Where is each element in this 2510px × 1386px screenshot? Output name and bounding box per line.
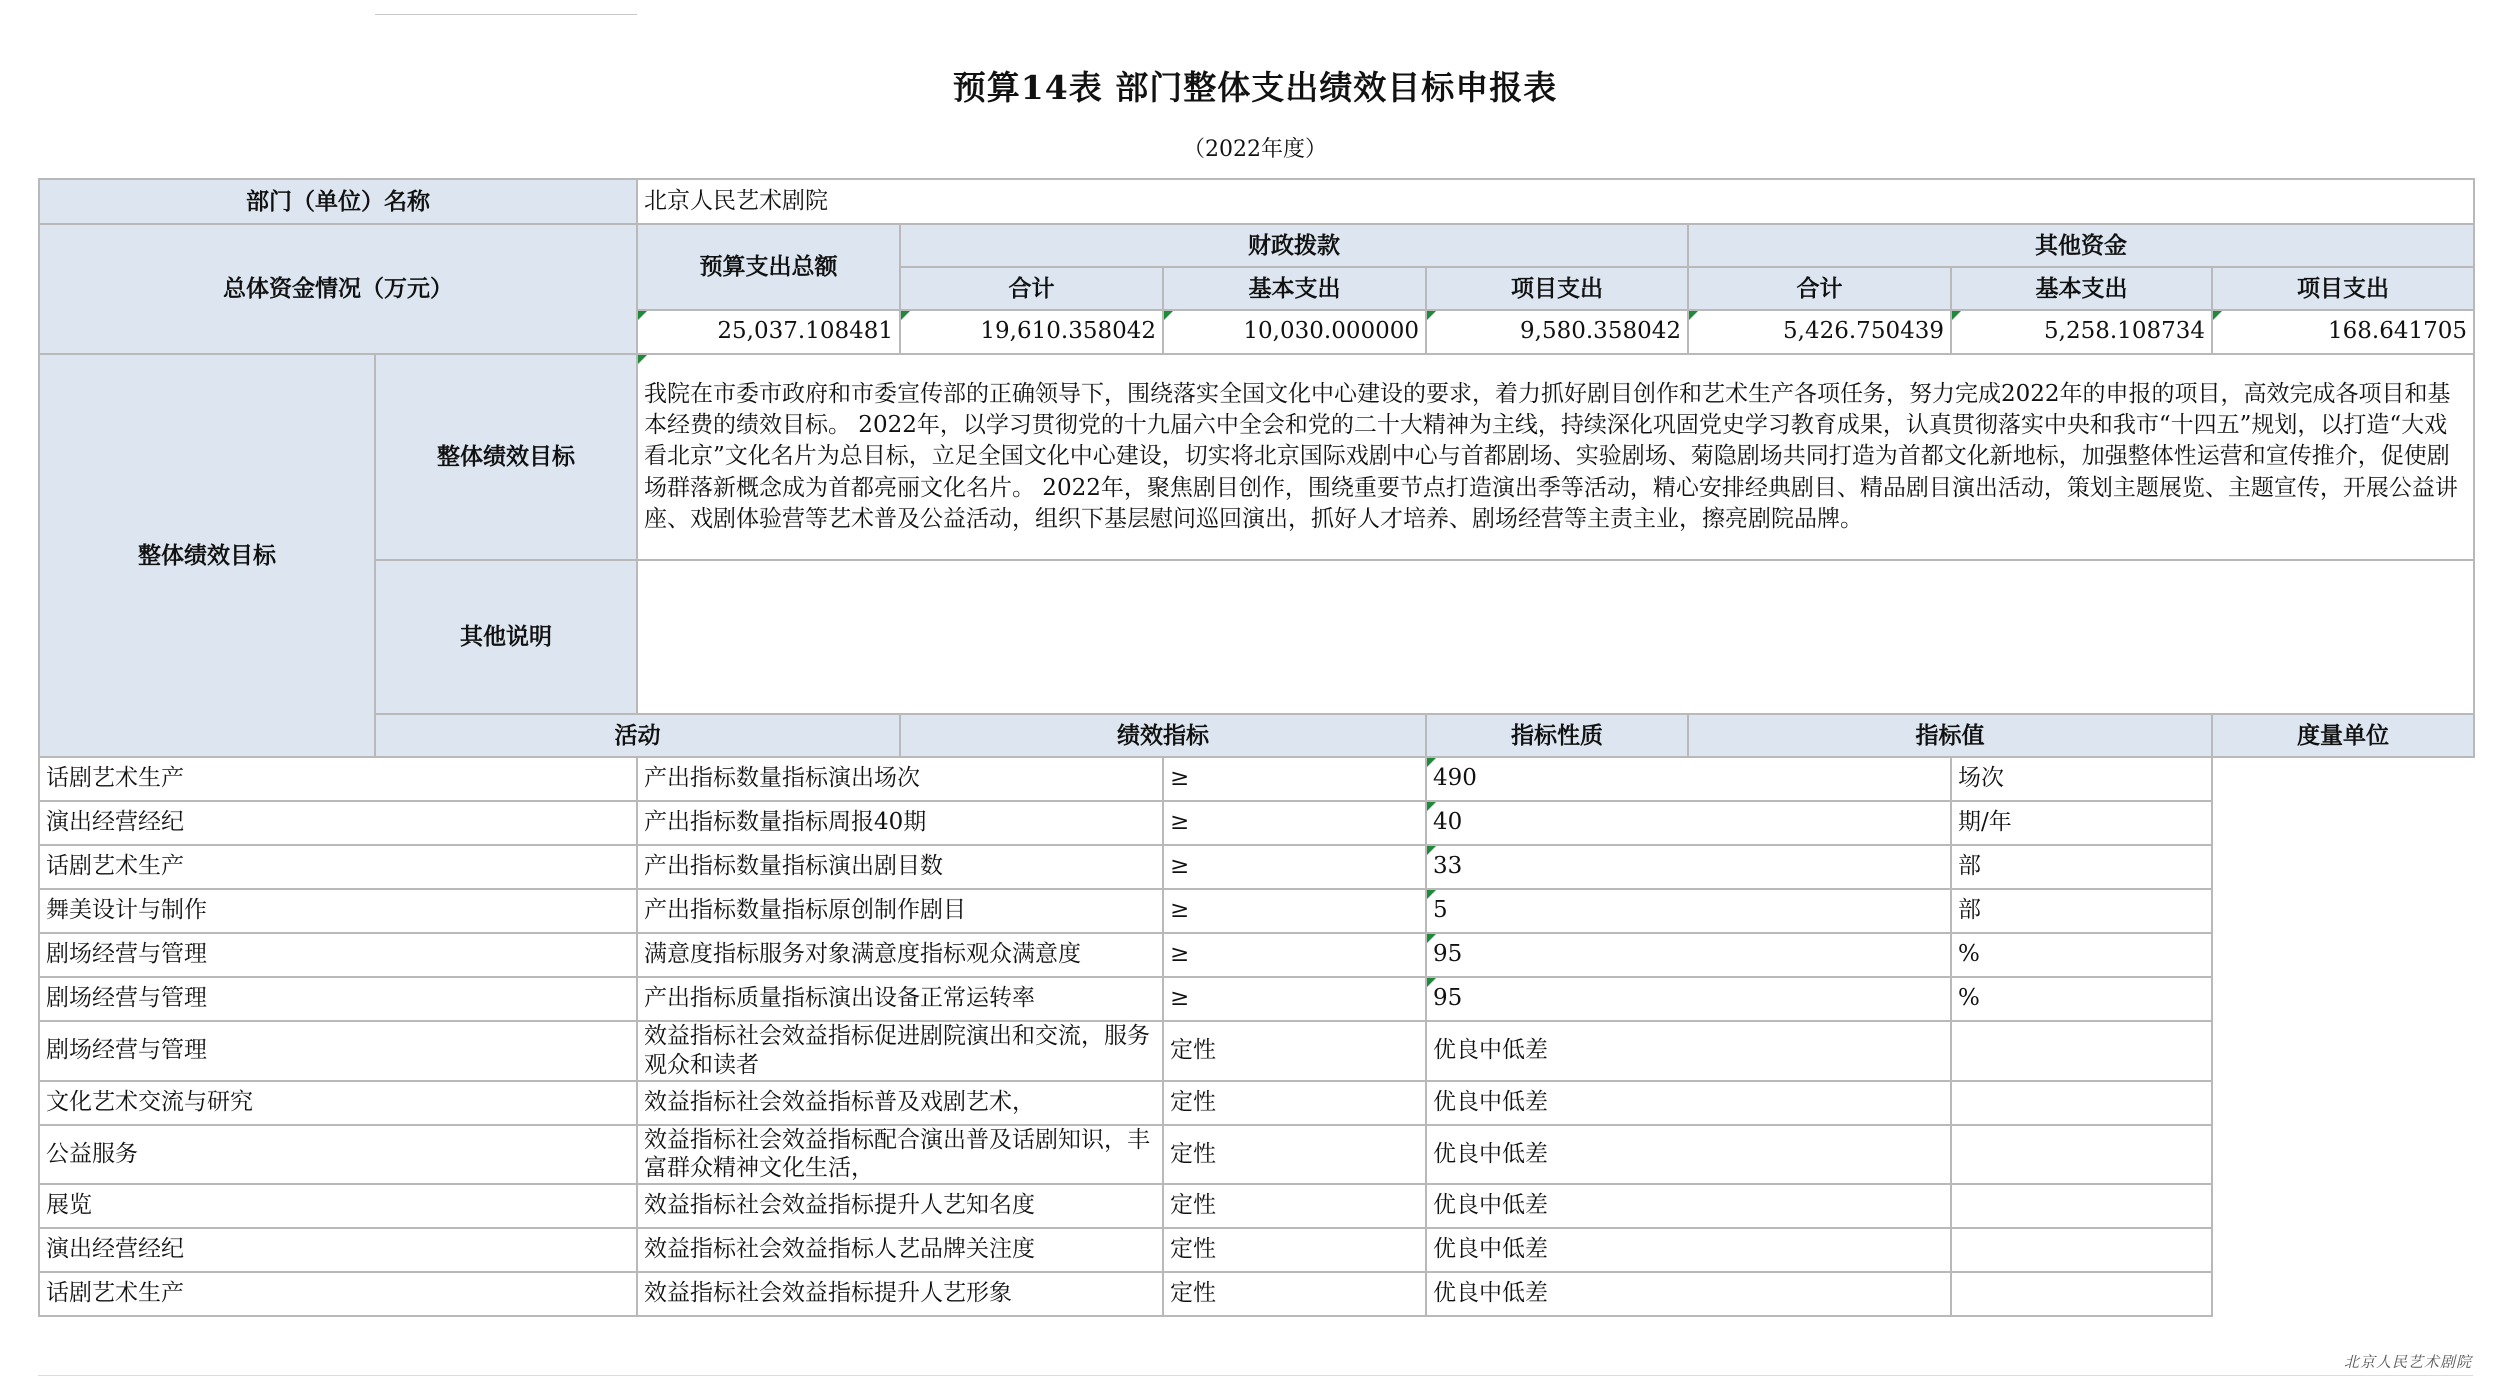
row-nature: 定性 — [1163, 1021, 1426, 1081]
fiscal-project-header: 项目支出 — [1426, 267, 1688, 310]
other-note-label: 其他说明 — [375, 560, 637, 714]
row-nature: ≥ — [1163, 801, 1426, 845]
row-nature: 定性 — [1163, 1081, 1426, 1125]
goal-label: 整体绩效目标 — [375, 354, 637, 560]
table-row — [39, 889, 2474, 933]
other-basic-header: 基本支出 — [1951, 267, 2212, 310]
row-unit — [1951, 1272, 2212, 1316]
budget-total-value: 25,037.108481 — [637, 310, 900, 354]
other-total-header: 合计 — [1688, 267, 1951, 310]
row-indicator: 效益指标社会效益指标配合演出普及话剧知识，丰富群众精神文化生活， — [637, 1125, 1163, 1185]
row-activity: 演出经营经纪 — [39, 801, 637, 845]
row-value: 40 — [1426, 801, 1951, 845]
row-indicator: 产出指标数量指标演出场次 — [637, 757, 1163, 801]
other-note-text — [637, 560, 2474, 714]
row-indicator: 产出指标数量指标原创制作剧目 — [637, 889, 1163, 933]
performance-table — [38, 178, 2475, 1317]
row-nature: 定性 — [1163, 1272, 1426, 1316]
row-indicator: 效益指标社会效益指标普及戏剧艺术， — [637, 1081, 1163, 1125]
fiscal-total-value: 19,610.358042 — [900, 310, 1163, 354]
fiscal-project-value: 9,580.358042 — [1426, 310, 1688, 354]
funds-label: 总体资金情况（万元） — [39, 224, 637, 354]
row-activity: 话剧艺术生产 — [39, 1272, 637, 1316]
row-unit — [1951, 1081, 2212, 1125]
row-nature: ≥ — [1163, 845, 1426, 889]
row-unit: % — [1951, 933, 2212, 977]
col-indicator: 绩效指标 — [900, 714, 1426, 757]
row-indicator: 满意度指标服务对象满意度指标观众满意度 — [637, 933, 1163, 977]
bottom-rule — [38, 1375, 2473, 1376]
other-note-row — [39, 560, 2474, 714]
table-row — [39, 977, 2474, 1021]
row-value: 95 — [1426, 933, 1951, 977]
table-row — [39, 1021, 2474, 1081]
row-nature: ≥ — [1163, 889, 1426, 933]
table-row — [39, 1272, 2474, 1316]
row-activity: 剧场经营与管理 — [39, 1021, 637, 1081]
row-activity: 话剧艺术生产 — [39, 845, 637, 889]
row-unit: 期/年 — [1951, 801, 2212, 845]
row-value: 优良中低差 — [1426, 1272, 1951, 1316]
row-indicator: 产出指标数量指标周报40期 — [637, 801, 1163, 845]
row-nature: 定性 — [1163, 1184, 1426, 1228]
row-activity: 演出经营经纪 — [39, 1228, 637, 1272]
publisher-stamp: 北京人民艺术剧院 — [2343, 1353, 2472, 1371]
row-value: 33 — [1426, 845, 1951, 889]
col-nature: 指标性质 — [1426, 714, 1688, 757]
row-unit — [1951, 1021, 2212, 1081]
other-project-value: 168.641705 — [2212, 310, 2474, 354]
row-unit — [1951, 1184, 2212, 1228]
other-total-value: 5,426.750439 — [1688, 310, 1951, 354]
page-subtitle-year: （2022年度） — [1183, 137, 1327, 162]
row-activity: 话剧艺术生产 — [39, 757, 637, 801]
table-row — [39, 1228, 2474, 1272]
indicator-header-row — [39, 714, 2474, 757]
row-indicator: 产出指标质量指标演出设备正常运转率 — [637, 977, 1163, 1021]
dept-label: 部门（单位）名称 — [39, 179, 637, 224]
row-nature: ≥ — [1163, 977, 1426, 1021]
dept-value: 北京人民艺术剧院 — [637, 179, 2474, 224]
row-value: 5 — [1426, 889, 1951, 933]
row-nature: ≥ — [1163, 757, 1426, 801]
row-indicator: 效益指标社会效益指标促进剧院演出和交流，服务观众和读者 — [637, 1021, 1163, 1081]
row-indicator: 效益指标社会效益指标提升人艺知名度 — [637, 1184, 1163, 1228]
row-nature: ≥ — [1163, 933, 1426, 977]
row-activity: 展览 — [39, 1184, 637, 1228]
dept-row — [39, 179, 2474, 224]
table-row — [39, 933, 2474, 977]
row-unit: % — [1951, 977, 2212, 1021]
row-value: 优良中低差 — [1426, 1125, 1951, 1185]
fiscal-basic-header: 基本支出 — [1163, 267, 1426, 310]
row-activity: 舞美设计与制作 — [39, 889, 637, 933]
row-unit — [1951, 1228, 2212, 1272]
row-activity: 剧场经营与管理 — [39, 977, 637, 1021]
row-unit: 部 — [1951, 889, 2212, 933]
budget-total-header: 预算支出总额 — [637, 224, 900, 310]
table-row — [39, 1184, 2474, 1228]
other-basic-value: 5,258.108734 — [1951, 310, 2212, 354]
row-value: 优良中低差 — [1426, 1184, 1951, 1228]
row-indicator: 产出指标数量指标演出剧目数 — [637, 845, 1163, 889]
goal-text: 我院在市委市政府和市委宣传部的正确领导下，围绕落实全国文化中心建设的要求，着力抓好剧目创作和艺术生产各项任务，努力完成2022年的申报的项目，高效完成各项目和基本经费的绩效目标。 2022年，以学习贯彻党的十九届六中全会和党的二十大精神为主线，持续深化巩固党史学习教育成果，认真贯彻落实中央和我市“十四五”规划，以打造“大戏看北京”文化名片为总目标，立足全国文化中心建设，切实将北京国际戏剧中心与首都剧场、实验剧场、菊隐剧场共同打造为首都文化新地标，加强整体性运营和宣传推介，促使剧场群落新概念成为首都亮丽文化名片。 2022年，聚焦剧目创作，围绕重要节点打造演出季等活动，精心安排经典剧目、精品剧目演出活动，策划主题展览、主题宣传，开展公益讲座、戏剧体验营等艺术普及公益活动，组织下基层慰问巡回演出，抓好人才培养、剧场经营等主责主业，擦亮剧院品牌。 — [637, 354, 2474, 560]
row-activity: 剧场经营与管理 — [39, 933, 637, 977]
table-row — [39, 801, 2474, 845]
table-row — [39, 757, 2474, 801]
row-value: 优良中低差 — [1426, 1081, 1951, 1125]
row-value: 490 — [1426, 757, 1951, 801]
fiscal-basic-value: 10,030.000000 — [1163, 310, 1426, 354]
row-indicator: 效益指标社会效益指标提升人艺形象 — [637, 1272, 1163, 1316]
row-unit — [1951, 1125, 2212, 1185]
top-rule — [375, 14, 637, 15]
row-value: 95 — [1426, 977, 1951, 1021]
row-unit: 场次 — [1951, 757, 2212, 801]
table-row — [39, 1125, 2474, 1185]
row-indicator: 效益指标社会效益指标人艺品牌关注度 — [637, 1228, 1163, 1272]
row-activity: 公益服务 — [39, 1125, 637, 1185]
row-value: 优良中低差 — [1426, 1228, 1951, 1272]
goal-row — [39, 354, 2474, 560]
other-project-header: 项目支出 — [2212, 267, 2474, 310]
overall-section-label: 整体绩效目标 — [39, 354, 375, 757]
row-activity: 文化艺术交流与研究 — [39, 1081, 637, 1125]
row-unit: 部 — [1951, 845, 2212, 889]
other-funds-header: 其他资金 — [1688, 224, 2474, 267]
fiscal-header: 财政拨款 — [900, 224, 1688, 267]
col-unit: 度量单位 — [2212, 714, 2474, 757]
row-nature: 定性 — [1163, 1228, 1426, 1272]
col-value: 指标值 — [1688, 714, 2212, 757]
table-row — [39, 845, 2474, 889]
row-value: 优良中低差 — [1426, 1021, 1951, 1081]
table-row — [39, 1081, 2474, 1125]
fiscal-total-header: 合计 — [900, 267, 1163, 310]
page-title: 预算14表 部门整体支出绩效目标申报表 — [952, 68, 1558, 107]
row-nature: 定性 — [1163, 1125, 1426, 1185]
col-activity: 活动 — [375, 714, 900, 757]
funds-header-row-1 — [39, 224, 2474, 267]
